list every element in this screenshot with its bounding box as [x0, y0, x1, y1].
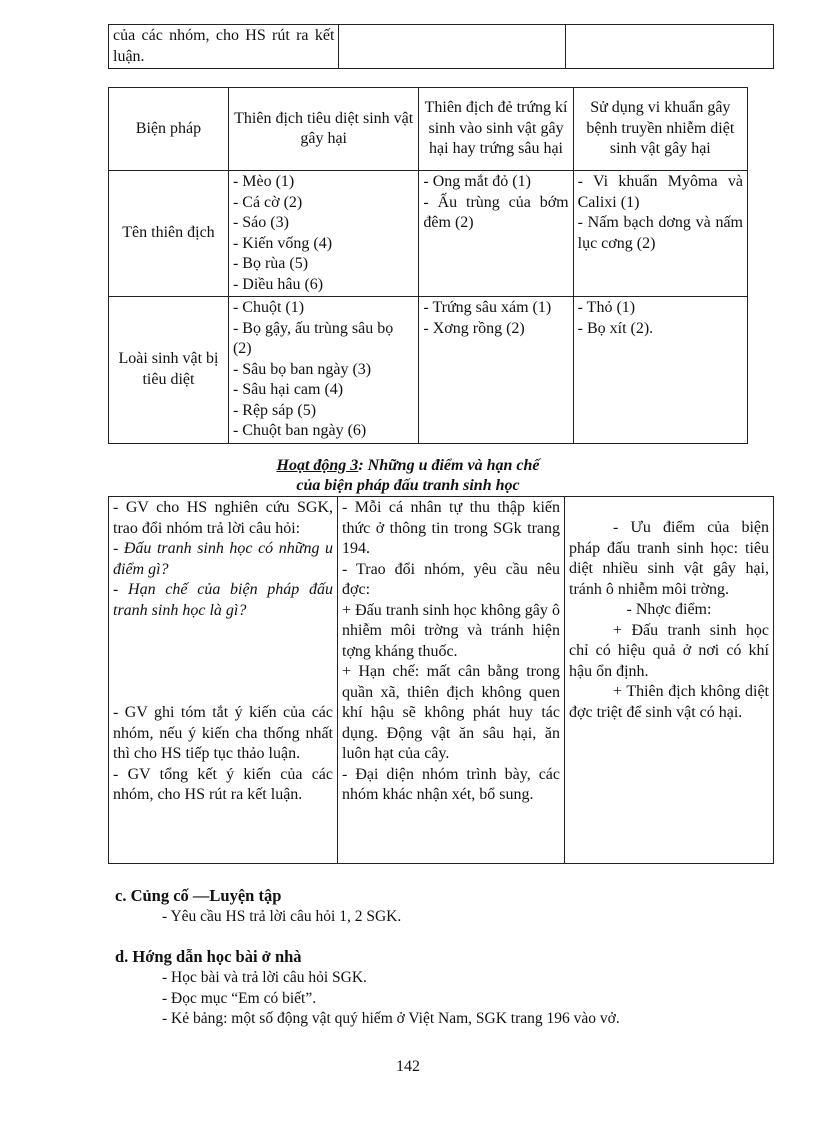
- row-destroyed-species-label: Loài sinh vật bị tiêu diệt: [109, 297, 229, 444]
- list-item: - Thỏ (1): [577, 299, 636, 316]
- row2-col2: [419, 297, 573, 444]
- list-item: - Sáo (3): [232, 214, 289, 231]
- content-p3: + Đấu tranh sinh học chỉ có hiệu quả ở nơi có khí hậu ổn định.: [569, 621, 769, 680]
- student-p5: - Đại diện nhóm trình bày, các nhóm khác nhận xét, bổ sung.: [342, 765, 560, 803]
- list-item: - Bọ rùa (5): [232, 255, 309, 272]
- activity3-title: : Những u điểm và hạn chế: [358, 457, 540, 474]
- top-table: [108, 24, 774, 69]
- list-item: - Rệp sáp (5): [232, 401, 317, 419]
- row2-col3: [573, 297, 747, 444]
- header-bacteria: Sử dụng vi khuẩn gây bệnh truyền nhiễm diệt sinh vật gây hại: [573, 88, 747, 171]
- list-item: - Sâu hại cam (4): [232, 381, 344, 398]
- list-item: - Ấu trùng của bớm đêm (2): [423, 193, 569, 231]
- student-p2: - Trao đổi nhóm, yêu cầu nêu đợc:: [342, 560, 560, 598]
- header-predator: Thiên địch tiêu diệt sinh vật gây hại: [228, 88, 418, 171]
- activity3-table: [108, 496, 774, 864]
- section-d-line3: - Kẻ bảng: một số động vật quý hiếm ở Việt Nam, SGK trang 196 vào vở.: [162, 1010, 620, 1027]
- student-p1: - Mỗi cá nhân tự thu thập kiến thức ở thông tin trong SGk trang 194.: [342, 499, 560, 557]
- teacher-p1: - GV cho HS nghiên cứu SGK, trao đổi nhóm trả lời câu hỏi:: [113, 499, 333, 537]
- list-item: - Sâu bọ ban ngày (3): [232, 360, 372, 378]
- student-p3: + Đấu tranh sinh học không gây ô nhiễm môi trờng và tránh hiện tợng kháng thuốc.: [342, 601, 560, 660]
- student-activity-cell: [338, 497, 565, 864]
- list-item: - Mèo (1): [232, 173, 295, 190]
- row1-col1: [228, 171, 418, 297]
- activity3-heading-line1: [0, 456, 816, 476]
- teacher-activity-cell: [109, 497, 338, 864]
- row-natural-enemies-label: Tên thiên địch: [109, 171, 229, 297]
- content-p2: - Nhợc điểm:: [626, 601, 712, 618]
- top-cell-2: [339, 25, 565, 69]
- section-c-line1: - Yêu cầu HS trả lời câu hỏi 1, 2 SGK.: [162, 908, 402, 925]
- list-item: - Chuột (1): [232, 299, 305, 316]
- teacher-p3: - GV tổng kết ý kiến của các nhóm, cho HS rút ra kết luận.: [113, 765, 333, 803]
- row1-col2: [419, 171, 573, 297]
- activity3-label: Hoạt động 3: [276, 457, 359, 474]
- content-p1: - Ưu điểm của biện pháp đấu tranh sinh học: tiêu diệt nhiều sinh vật gây hại, tránh ô nhiễm môi trờng.: [569, 519, 769, 598]
- activity3-heading-line2: của biện pháp đấu tranh sinh học: [296, 477, 520, 494]
- list-item: - Chuột ban ngày (6): [232, 422, 367, 439]
- list-item: - Trứng sâu xám (1): [423, 299, 552, 316]
- row1-col3: [573, 171, 747, 297]
- list-item: - Bọ xít (2).: [577, 319, 654, 337]
- section-d-title: d. Hớng dẫn học bài ở nhà: [115, 947, 302, 966]
- teacher-p2: - GV ghi tóm tắt ý kiến của các nhóm, nếu ý kiến cha thống nhất thì cho HS tiếp tục thảo luận.: [113, 704, 333, 762]
- header-measure: Biện pháp: [109, 88, 229, 171]
- section-c-title: c. Củng cố —Luyện tập: [115, 886, 282, 905]
- section-d-line2: - Đọc mục “Em có biết”.: [162, 990, 317, 1007]
- list-item: - Bọ gậy, ấu trùng sâu bọ (2): [232, 319, 394, 357]
- page-number: 142: [396, 1058, 420, 1075]
- row2-col1: [228, 297, 418, 444]
- list-item: - Cá cờ (2): [232, 193, 303, 211]
- teacher-question-1: - Đấu tranh sinh học có những u điểm gì?: [113, 540, 333, 578]
- top-cell-1: của các nhóm, cho HS rút ra kết luận.: [109, 25, 339, 69]
- measures-table: [108, 87, 748, 444]
- list-item: - Diều hâu (6): [232, 275, 324, 293]
- header-parasite: Thiên địch đẻ trứng kí sinh vào sinh vật gây hại hay trứng sâu hại: [419, 88, 573, 171]
- top-cell-3: [565, 25, 773, 69]
- list-item: - Xơng rồng (2): [423, 319, 525, 337]
- list-item: - Kiến vống (4): [232, 234, 333, 252]
- student-p4: + Hạn chế: mất cân bằng trong quần xã, thiên địch không quen khí hậu sẽ không phát huy tác dụng. Động vật ăn sâu hại, ăn luôn hạt của cây.: [342, 663, 560, 762]
- content-cell: [565, 497, 774, 864]
- content-p4: + Thiên địch không diệt đợc triệt để sinh vật có hại.: [569, 683, 769, 721]
- teacher-question-2: - Hạn chế của biện pháp đấu tranh sinh học là gì?: [113, 581, 333, 619]
- list-item: - Ong mắt đỏ (1): [423, 173, 531, 190]
- list-item: - Nấm bạch dơng và nấm lục cơng (2): [577, 214, 743, 252]
- section-d-line1: - Học bài và trả lời câu hỏi SGK.: [162, 969, 367, 986]
- list-item: - Vi khuẩn Myôma và Calixi (1): [577, 173, 743, 211]
